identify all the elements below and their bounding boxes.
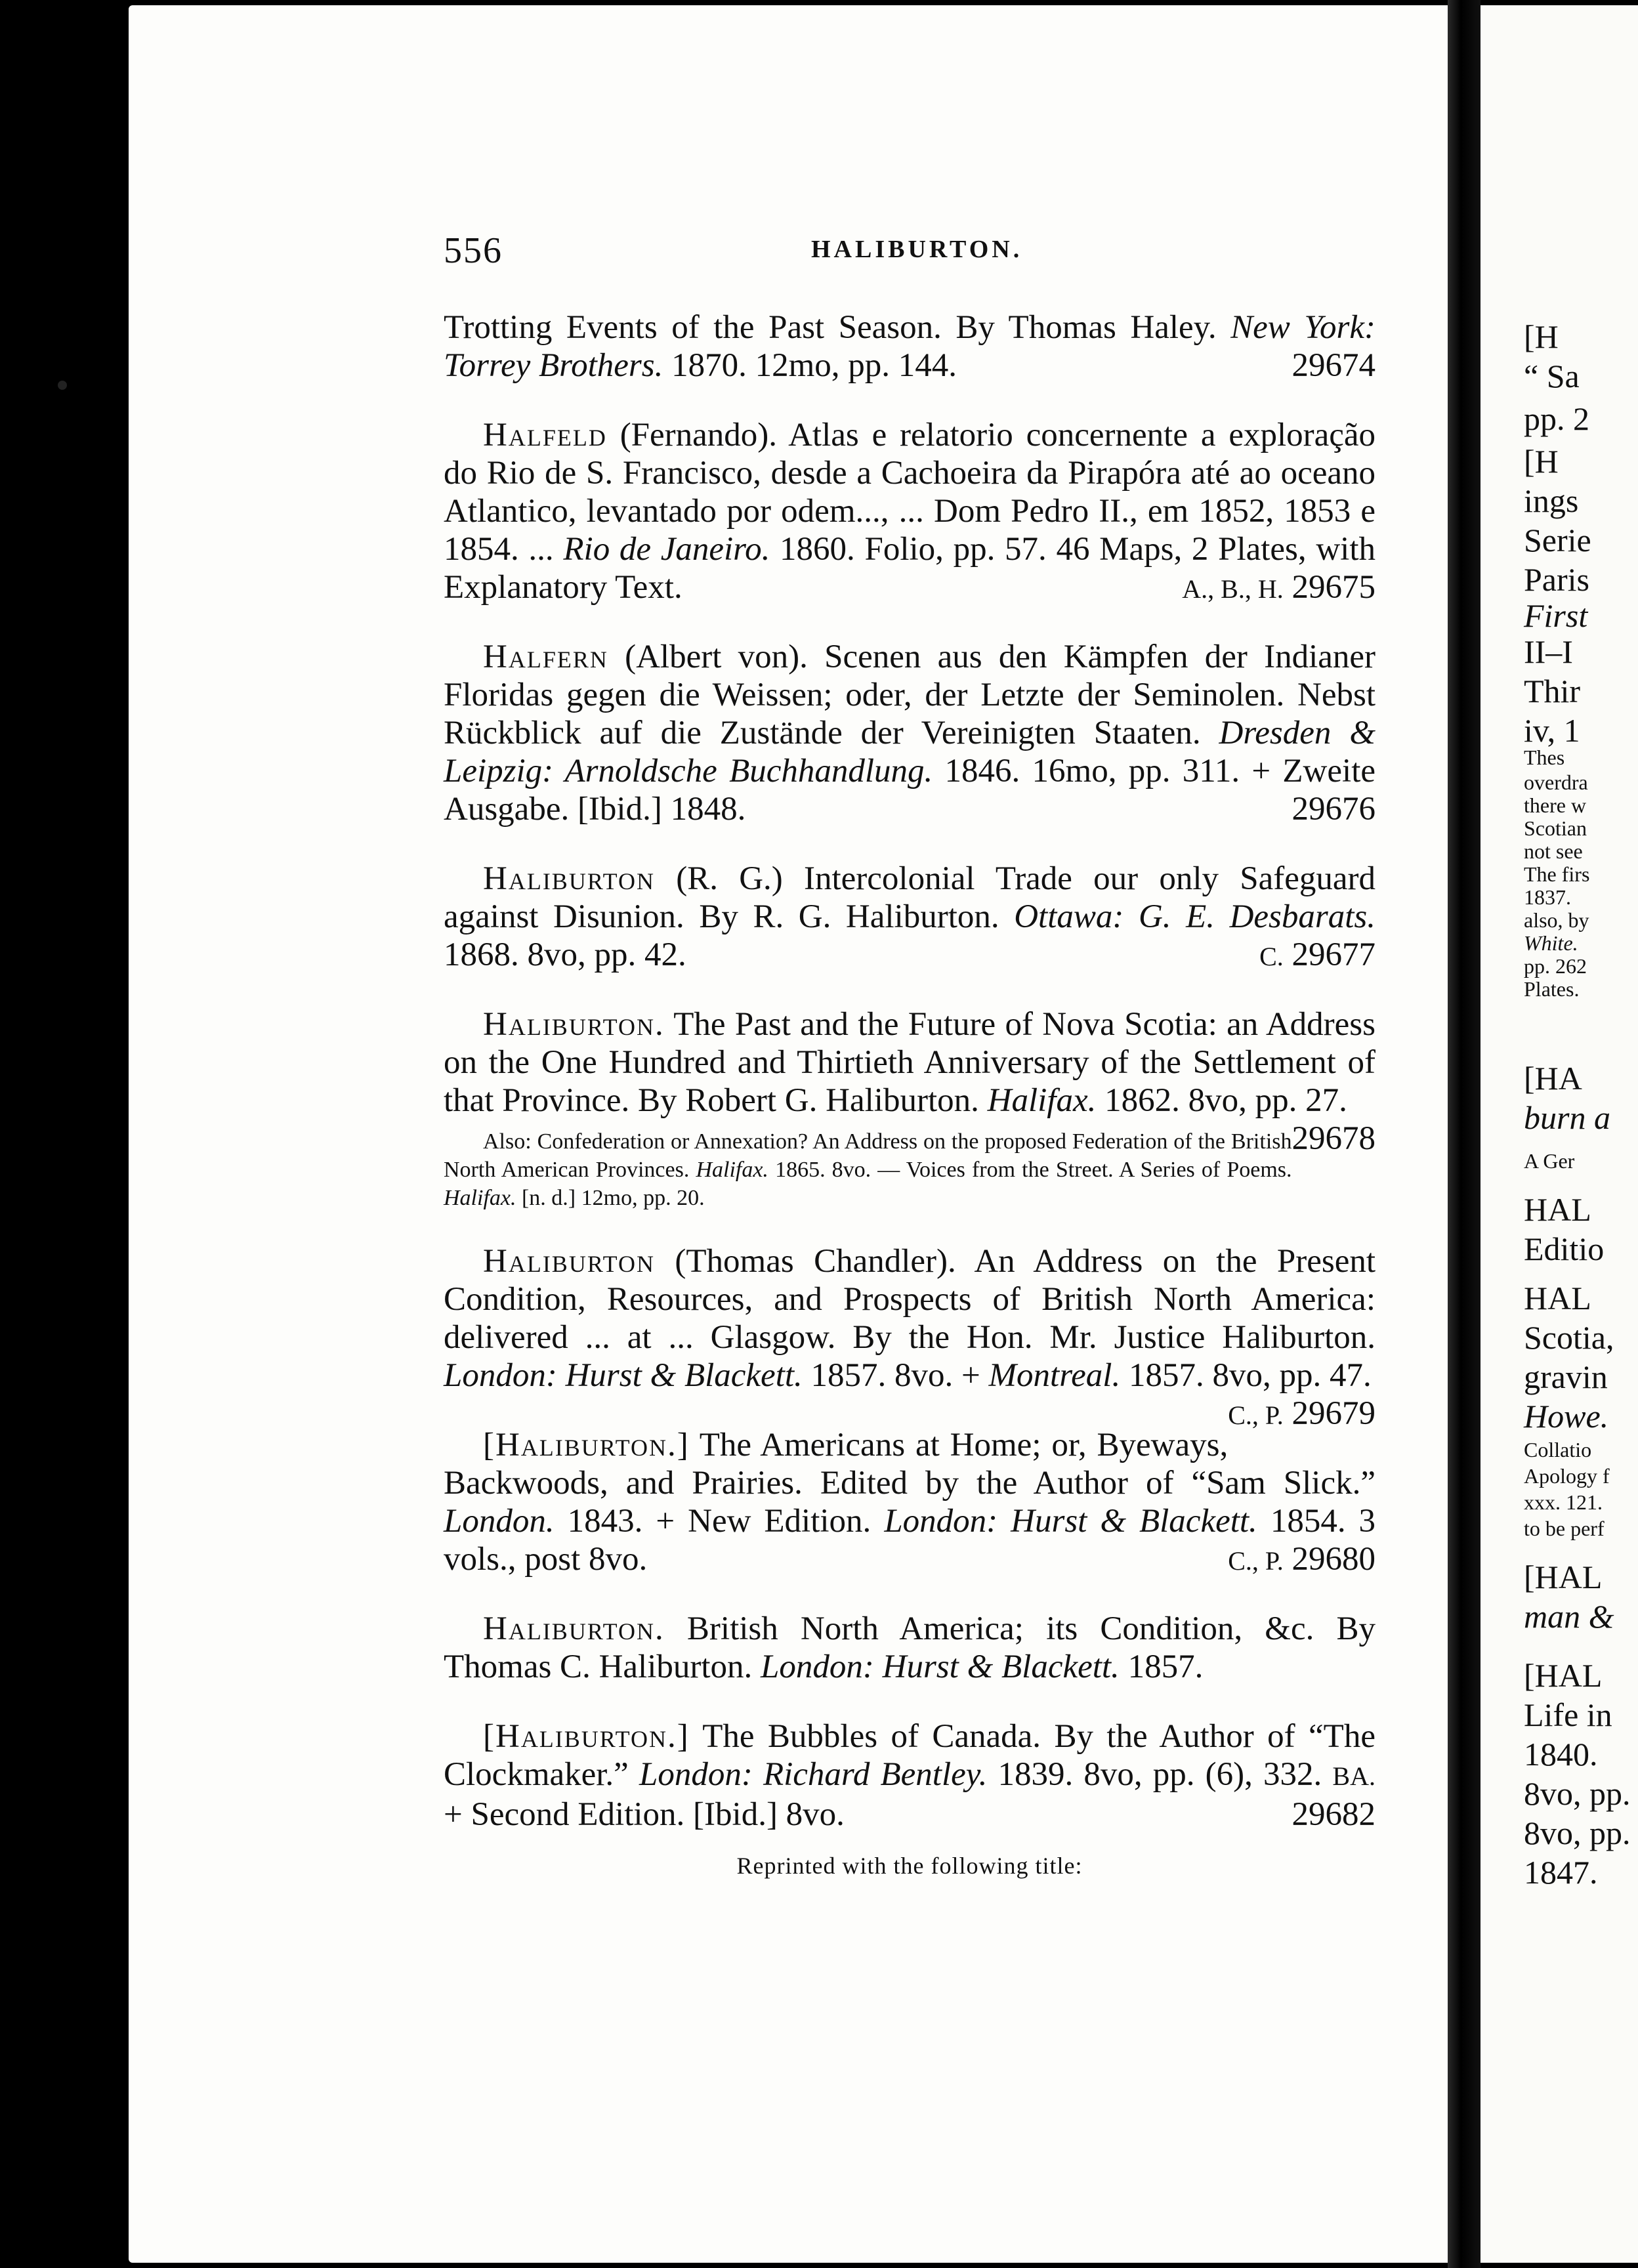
- adjacent-page-text: [H: [1524, 443, 1559, 480]
- adjacent-page-text: HAL: [1524, 1191, 1591, 1228]
- entry-text: Trotting Events of the Past Season. By Thomas Haley.: [444, 309, 1217, 346]
- entry-author-name: (Fernando).: [620, 417, 778, 453]
- entry-29675: [444, 416, 1376, 606]
- adjacent-page-text: Thes: [1524, 746, 1565, 769]
- entry-details: 1862. 8vo, pp. 27.: [1104, 1082, 1347, 1119]
- adjacent-page-text: pp. 2: [1524, 400, 1589, 437]
- entry-author: Haliburton.: [483, 1610, 665, 1647]
- entry-details: 1857. 8vo. +: [810, 1357, 980, 1394]
- adjacent-page-text: Plates.: [1524, 977, 1580, 1001]
- entry-author: Halfern: [483, 639, 608, 675]
- adjacent-page-text: [HA: [1524, 1060, 1582, 1097]
- adjacent-page-text: overdra: [1524, 770, 1588, 794]
- entry-text: The Bubbles of Canada. By the Author of “The Clockmaker.”: [444, 1718, 1376, 1793]
- scan-speck: [58, 381, 67, 390]
- entry-place: London: Richard Bentley.: [639, 1756, 988, 1793]
- adjacent-page-text: not see: [1524, 839, 1583, 863]
- adjacent-page-text: II–I: [1524, 633, 1573, 670]
- note-place: Halifax.: [696, 1158, 768, 1182]
- page-header: [444, 230, 1382, 276]
- adjacent-page-text: there w: [1524, 793, 1587, 817]
- adjacent-page-text: First: [1524, 597, 1588, 634]
- entry-author: [Haliburton.]: [483, 1718, 690, 1755]
- entry-locations: A., B., H.: [1182, 574, 1284, 604]
- entry-place: Dresden & Leipzig: Arnoldsche Buchhandlung.: [444, 715, 1376, 789]
- adjacent-page-text: 1847.: [1524, 1854, 1598, 1891]
- adjacent-page-text: [H: [1524, 318, 1559, 355]
- entry-details: 1857.: [1127, 1648, 1204, 1685]
- note-text: 1865. 8vo. — Voices from the Street. A Series of Poems.: [775, 1158, 1292, 1182]
- entry-author-name: (Albert von).: [625, 639, 808, 675]
- adjacent-page-text: Life in: [1524, 1696, 1612, 1733]
- note-place: Halifax.: [444, 1186, 516, 1210]
- entry-details: 1839. 8vo, pp. (6), 332.: [998, 1756, 1322, 1793]
- adjacent-page-text: 1840.: [1524, 1736, 1598, 1773]
- adjacent-page-text: pp. 262: [1524, 954, 1587, 978]
- entry-place: London: Hurst & Blackett.: [444, 1357, 803, 1394]
- entry-details: 1870. 12mo, pp. 144.: [671, 347, 957, 384]
- adjacent-page-text: “ Sa: [1524, 358, 1580, 394]
- entry-place: Rio de Janeiro.: [563, 531, 770, 568]
- entry-29682: [444, 1717, 1376, 1834]
- adjacent-page-text: HAL: [1524, 1280, 1591, 1316]
- entry-locations: C., P.: [1228, 1546, 1284, 1576]
- adjacent-page-text: White.: [1524, 931, 1578, 955]
- entry-29674: [444, 308, 1376, 385]
- entry-number: 29682: [1292, 1796, 1376, 1833]
- adjacent-page-text: 8vo, pp.: [1524, 1815, 1631, 1851]
- entry-number: 29678: [1292, 1120, 1376, 1157]
- adjacent-page-text: Scotian: [1524, 816, 1587, 840]
- entry-number: 29677: [1292, 936, 1376, 973]
- entry-british-north-america: [444, 1610, 1376, 1686]
- adjacent-page-text: to be perf: [1524, 1517, 1605, 1540]
- adjacent-page-text: Apology f: [1524, 1464, 1610, 1488]
- entry-note: [444, 1127, 1376, 1212]
- running-head: HALIBURTON.: [811, 236, 1023, 263]
- entry-text: Intercolonial Trade our only Safeguard against Disunion. By R. G. Haliburton.: [444, 860, 1376, 935]
- entry-details: 1846. 16mo, pp. 311. + Zweite Ausgabe. [Ibid.] 1848.: [444, 753, 1376, 828]
- entry-number: 29680: [1292, 1541, 1376, 1578]
- entry-author: Haliburton: [483, 860, 656, 897]
- adjacent-page-text: iv, 1: [1524, 712, 1580, 749]
- entry-locations: C.: [1259, 942, 1284, 971]
- entry-place: London: Hurst & Blackett.: [761, 1648, 1120, 1685]
- adjacent-page-text: The firs: [1524, 862, 1590, 886]
- adjacent-page-text: Serie: [1524, 522, 1591, 558]
- entry-number: 29674: [1292, 347, 1376, 384]
- entry-number: 29676: [1292, 791, 1376, 828]
- adjacent-page-text: burn a: [1524, 1099, 1610, 1136]
- entry-text: British North America; its Condition, &c. By Thomas C. Haliburton.: [444, 1610, 1376, 1685]
- entry-place: London.: [444, 1503, 555, 1540]
- entry-details2: + Second Edition. [Ibid.] 8vo.: [444, 1796, 845, 1833]
- adjacent-page-text: also, by: [1524, 908, 1589, 932]
- entry-place: New York:: [1230, 309, 1376, 346]
- adjacent-page-text: Scotia,: [1524, 1319, 1614, 1356]
- adjacent-page-text: ings: [1524, 482, 1579, 519]
- entry-text: Scenen aus den Kämpfen der Indianer Floridas gegen die Weissen; oder, der Letzte der Seminolen. Nebst Rückblick auf die Zustände der Vereinigten Staaten.: [444, 639, 1376, 751]
- bibliography-entries: [444, 308, 1376, 1903]
- entry-details: 1843. + New Edition.: [567, 1503, 872, 1540]
- entry-author-name: (Thomas Chandler).: [675, 1243, 956, 1280]
- reprint-caption: Reprinted with the following title:: [736, 1853, 1083, 1879]
- adjacent-page-text: xxx. 121.: [1524, 1490, 1603, 1514]
- entry-text: Atlas e relatorio concernente a exploração do Rio de S. Francisco, desde a Cachoeira da Pirapóra até ao oceano Atlantico, levantado por odem..., ... Dom Pedro II., em 1852, 1853 e 1854. ...: [444, 417, 1376, 568]
- adjacent-page-fragment: [1480, 5, 1638, 2263]
- adjacent-page-text: man &: [1524, 1598, 1614, 1635]
- entry-number: 29675: [1292, 569, 1376, 606]
- adjacent-page-text: Paris: [1524, 561, 1589, 598]
- entry-text: An Address on the Present Condition, Resources, and Prospects of British North America: delivered ... at ... Glasgow. By the Hon. Mr. Justice Haliburton.: [444, 1243, 1376, 1356]
- entry-29677: [444, 860, 1376, 974]
- adjacent-page-text: 1837.: [1524, 885, 1571, 909]
- entry-details: 1860. Folio, pp. 57. 46 Maps, 2 Plates, with Explanatory Text.: [444, 531, 1376, 606]
- entry-author: [Haliburton.]: [483, 1427, 690, 1463]
- entry-place: Halifax.: [987, 1082, 1097, 1119]
- entry-text: The Past and the Future of Nova Scotia: an Address on the One Hundred and Thirtieth Anniversary of the Settlement of that Province. By Robert G. Haliburton.: [444, 1006, 1376, 1119]
- adjacent-page-text: Howe.: [1524, 1398, 1609, 1435]
- entry-author-name: (R. G.): [676, 860, 783, 897]
- entry-29676: [444, 638, 1376, 828]
- entry-author: Haliburton.: [483, 1006, 665, 1043]
- entry-place2: London: Hurst & Blackett.: [884, 1503, 1257, 1540]
- entry-details2: 1857. 8vo, pp. 47.: [1128, 1357, 1372, 1394]
- entry-29679: [444, 1242, 1376, 1432]
- adjacent-page-text: [HAL: [1524, 1559, 1603, 1595]
- note-text: Also: Confederation or Annexation? An Address on the proposed Federation of the British North American Provinces.: [444, 1129, 1292, 1182]
- adjacent-page-text: 8vo, pp.: [1524, 1775, 1631, 1812]
- adjacent-page-text: [HAL: [1524, 1657, 1603, 1694]
- adjacent-page-text: A Ger: [1524, 1149, 1575, 1173]
- entry-place: Ottawa: G. E. Desbarats.: [1014, 898, 1376, 935]
- adjacent-page-text: gravin: [1524, 1358, 1608, 1395]
- adjacent-page-text: Editio: [1524, 1230, 1605, 1267]
- entry-locations: BA.: [1332, 1761, 1376, 1791]
- page-number: 556: [444, 230, 503, 271]
- book-gutter: [1448, 0, 1480, 2268]
- entry-place2: Montreal.: [988, 1357, 1121, 1394]
- entry-locations: C., P.: [1228, 1400, 1284, 1430]
- adjacent-page-text: Thir: [1524, 673, 1581, 709]
- entry-author: Halfeld: [483, 417, 607, 453]
- note-text: [n. d.] 12mo, pp. 20.: [521, 1186, 705, 1210]
- entry-29680: [444, 1426, 1376, 1578]
- entry-publisher: Torrey Brothers.: [444, 347, 663, 384]
- entry-details: 1868. 8vo, pp. 42.: [444, 936, 686, 973]
- entry-author: Haliburton: [483, 1243, 656, 1280]
- entry-number: 29679: [1292, 1395, 1376, 1432]
- entry-details2: 1854. 3 vols., post 8vo.: [444, 1503, 1376, 1578]
- entry-text: The Americans at Home; or, Byeways, Backwoods, and Prairies. Edited by the Author of “Sam Slick.”: [444, 1427, 1376, 1502]
- adjacent-page-text: Collatio: [1524, 1438, 1592, 1461]
